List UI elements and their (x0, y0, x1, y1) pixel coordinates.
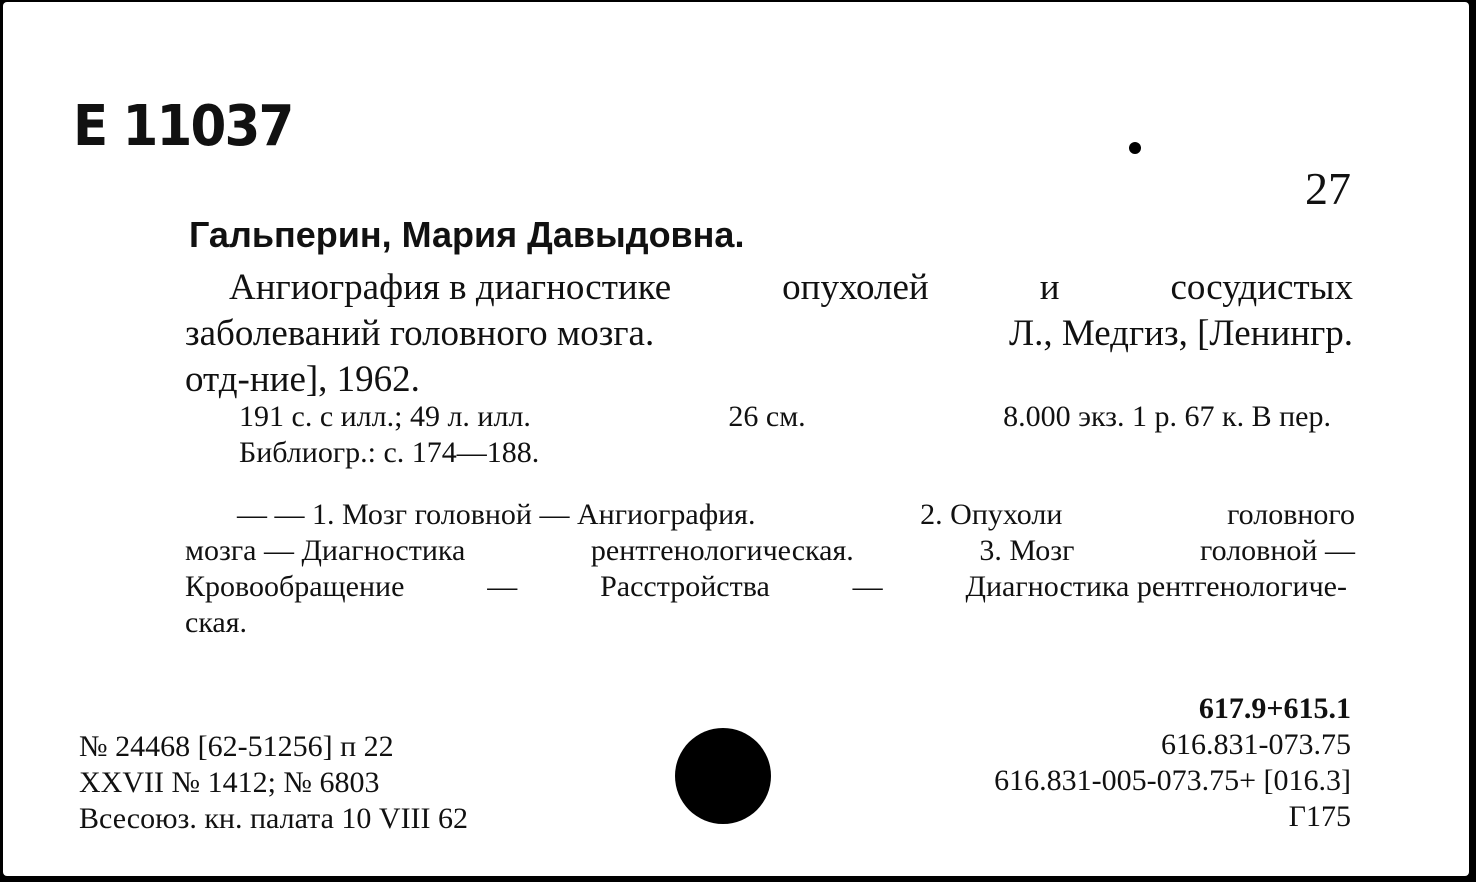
subject-text: Диагностика рентгенологиче- (965, 570, 1347, 603)
title-text: и (1039, 267, 1060, 308)
subject-text: 3. Мозг (979, 534, 1075, 567)
subjects-line-3 (185, 570, 1347, 604)
author-heading: Гальперин, Мария Давыдовна. (189, 214, 745, 255)
subjects-line-1 (237, 498, 1355, 532)
class-line-1: 617.9+615.1 (1198, 692, 1351, 725)
title-text: заболеваний головного мозга. (185, 313, 655, 354)
title-text: сосудистых (1170, 267, 1353, 308)
subject-text: Расстройства (600, 570, 770, 603)
physical-description (239, 400, 1331, 434)
class-line-4: Г175 (1288, 800, 1351, 833)
subjects-line-2 (185, 534, 1355, 568)
class-line-2: 616.831-073.75 (1161, 728, 1351, 761)
registry-line-1: № 24468 [62-51256] п 22 (79, 730, 394, 763)
subject-text: 2. Опухоли (920, 498, 1063, 531)
subject-text: — (487, 570, 518, 603)
subject-text: головного (1227, 498, 1355, 531)
size-text: 26 см. (728, 400, 806, 433)
title-text: Ангиография в диагностике (229, 267, 672, 308)
pages-text: 191 с. с илл.; 49 л. илл. (239, 400, 531, 433)
bibliography-note: Библиогр.: с. 174—188. (239, 436, 540, 469)
subject-text: — — 1. Мозг головной — Ангиография. (237, 498, 756, 531)
catalog-card (3, 2, 1469, 876)
subject-text: Кровообращение (185, 570, 405, 603)
subject-text: рентгенологическая. (590, 534, 854, 567)
subjects-line-4: ская. (185, 606, 248, 639)
ink-dot (1129, 142, 1141, 154)
registry-line-2: XXVII № 1412; № 6803 (79, 766, 380, 799)
title-line-1 (229, 266, 1353, 309)
subject-text: мозга — Диагностика (185, 534, 466, 567)
title-line-2 (185, 312, 1353, 355)
print-run-text: 8.000 экз. 1 р. 67 к. В пер. (1003, 400, 1331, 433)
title-text: опухолей (782, 267, 929, 308)
class-line-3: 616.831-005-073.75+ [016.3] (994, 764, 1351, 797)
imprint-text: Л., Медгиз, [Ленингр. (1008, 313, 1353, 354)
registry-line-3: Всесоюз. кн. палата 10 VIII 62 (79, 802, 469, 835)
subject-text: — (852, 570, 883, 603)
subject-text: головной — (1200, 534, 1355, 567)
card-number: 27 (1305, 163, 1351, 214)
shelf-mark: E 11037 (73, 94, 293, 159)
punch-hole (675, 728, 771, 824)
title-line-3: отд-ние], 1962. (185, 359, 420, 400)
